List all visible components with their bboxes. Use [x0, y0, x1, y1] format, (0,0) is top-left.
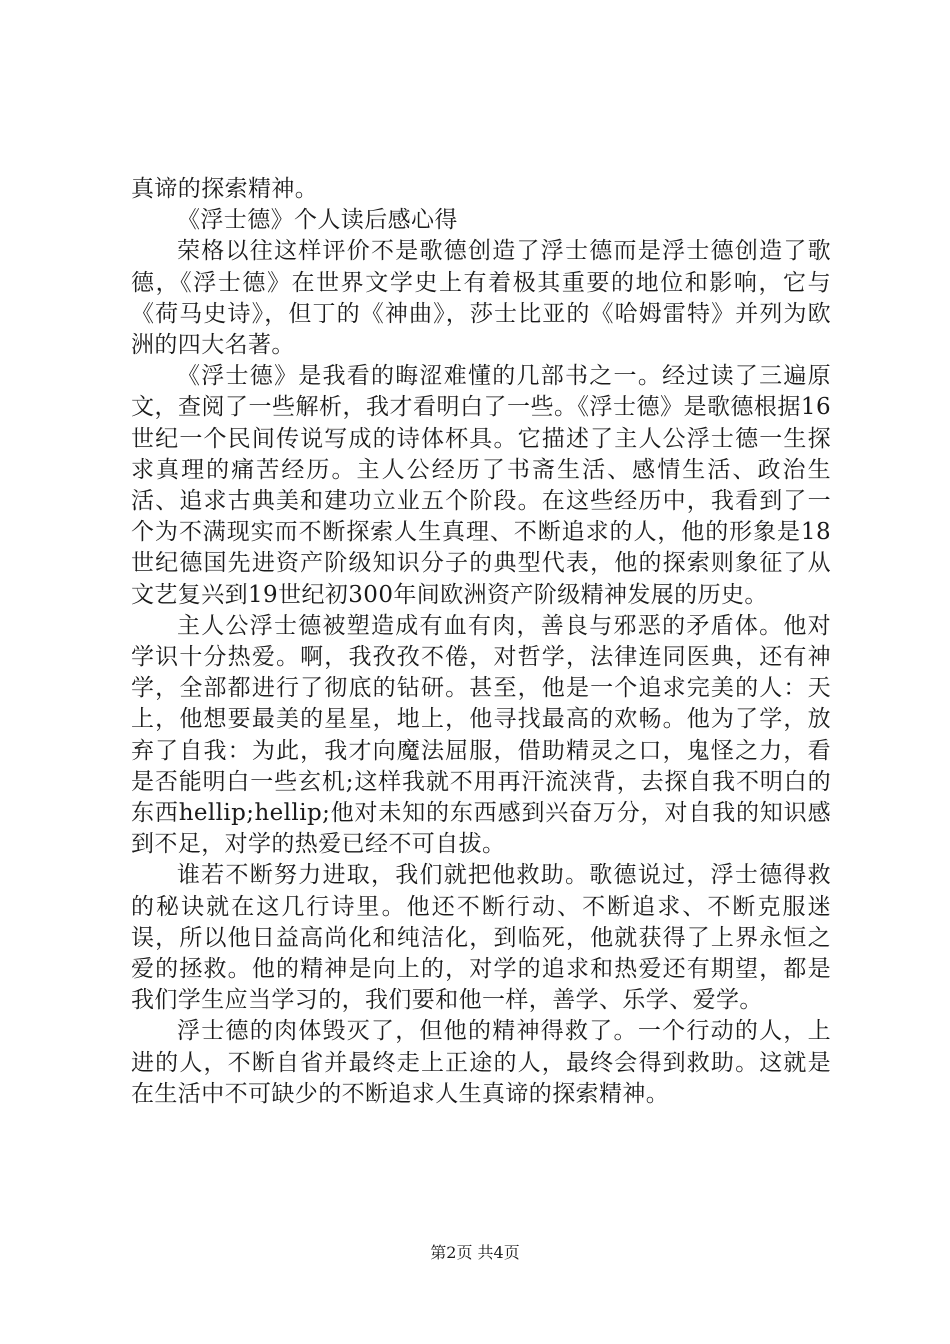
paragraph: 《浮士德》是我看的晦涩难懂的几部书之一。经过读了三遍原文，查阅了一些解析，我才看明白了一些。《浮士德》是歌德根据16世纪一个民间传说写成的诗体杯具。它描述了主人公浮士德一生探求真理的痛苦经历。主人公经历了书斋生活、感情生活、政治生活、追求古典美和建功立业五个阶段。在这些经历中，我看到了一个为不满现实而不断探索人生真理、不断追求的人，他的形象是18世纪德国先进资产阶级知识分子的典型代表，他的探索则象征了从文艺复兴到19世纪初300年间欧洲资产阶级精神发展的历史。: [131, 363, 831, 608]
paragraph: 浮士德的肉体毁灭了，但他的精神得救了。一个行动的人，上进的人，不断自省并最终走上正途的人，最终会得到救助。这就是在生活中不可缺少的不断追求人生真谛的探索精神。: [131, 1018, 831, 1107]
paragraph: 谁若不断努力进取，我们就把他救助。歌德说过，浮士德得救的秘诀就在这几行诗里。他还不断行动、不断追求、不断克服迷误，所以他日益高尚化和纯洁化，到临死，他就获得了上界永恒之爱的拯救。他的精神是向上的，对学的追求和热爱还有期望，都是我们学生应当学习的，我们要和他一样，善学、乐学、爱学。: [131, 862, 831, 1014]
paragraph: 荣格以往这样评价不是歌德创造了浮士德而是浮士德创造了歌德，《浮士德》在世界文学史上有着极其重要的地位和影响，它与《荷马史诗》，但丁的《神曲》，莎士比亚的《哈姆雷特》并列为欧洲的四大名著。: [131, 238, 831, 359]
page-footer: [0, 1243, 950, 1263]
paragraph-continuation: 真谛的探索精神。: [131, 176, 319, 202]
page-number: 第2页 共4页: [430, 1243, 520, 1262]
paragraph: 主人公浮士德被塑造成有血有肉，善良与邪恶的矛盾体。他对学识十分热爱。啊，我孜孜不倦，对哲学，法律连同医典，还有神学，全部都进行了彻底的钻研。甚至，他是一个追求完美的人：天上，他想要最美的星星，地上，他寻找最高的欢畅。他为了学，放弃了自我：为此，我才向魔法屈服，借助精灵之口，鬼怪之力，看是否能明白一些玄机;这样我就不用再汗流浃背，去探自我不明白的东西hellip;hellip;他对未知的东西感到兴奋万分，对自我的知识感到不足，对学的热爱已经不可自拔。: [131, 612, 831, 858]
document-body: [131, 174, 831, 1110]
section-heading: 《浮士德》个人读后感心得: [177, 207, 458, 234]
